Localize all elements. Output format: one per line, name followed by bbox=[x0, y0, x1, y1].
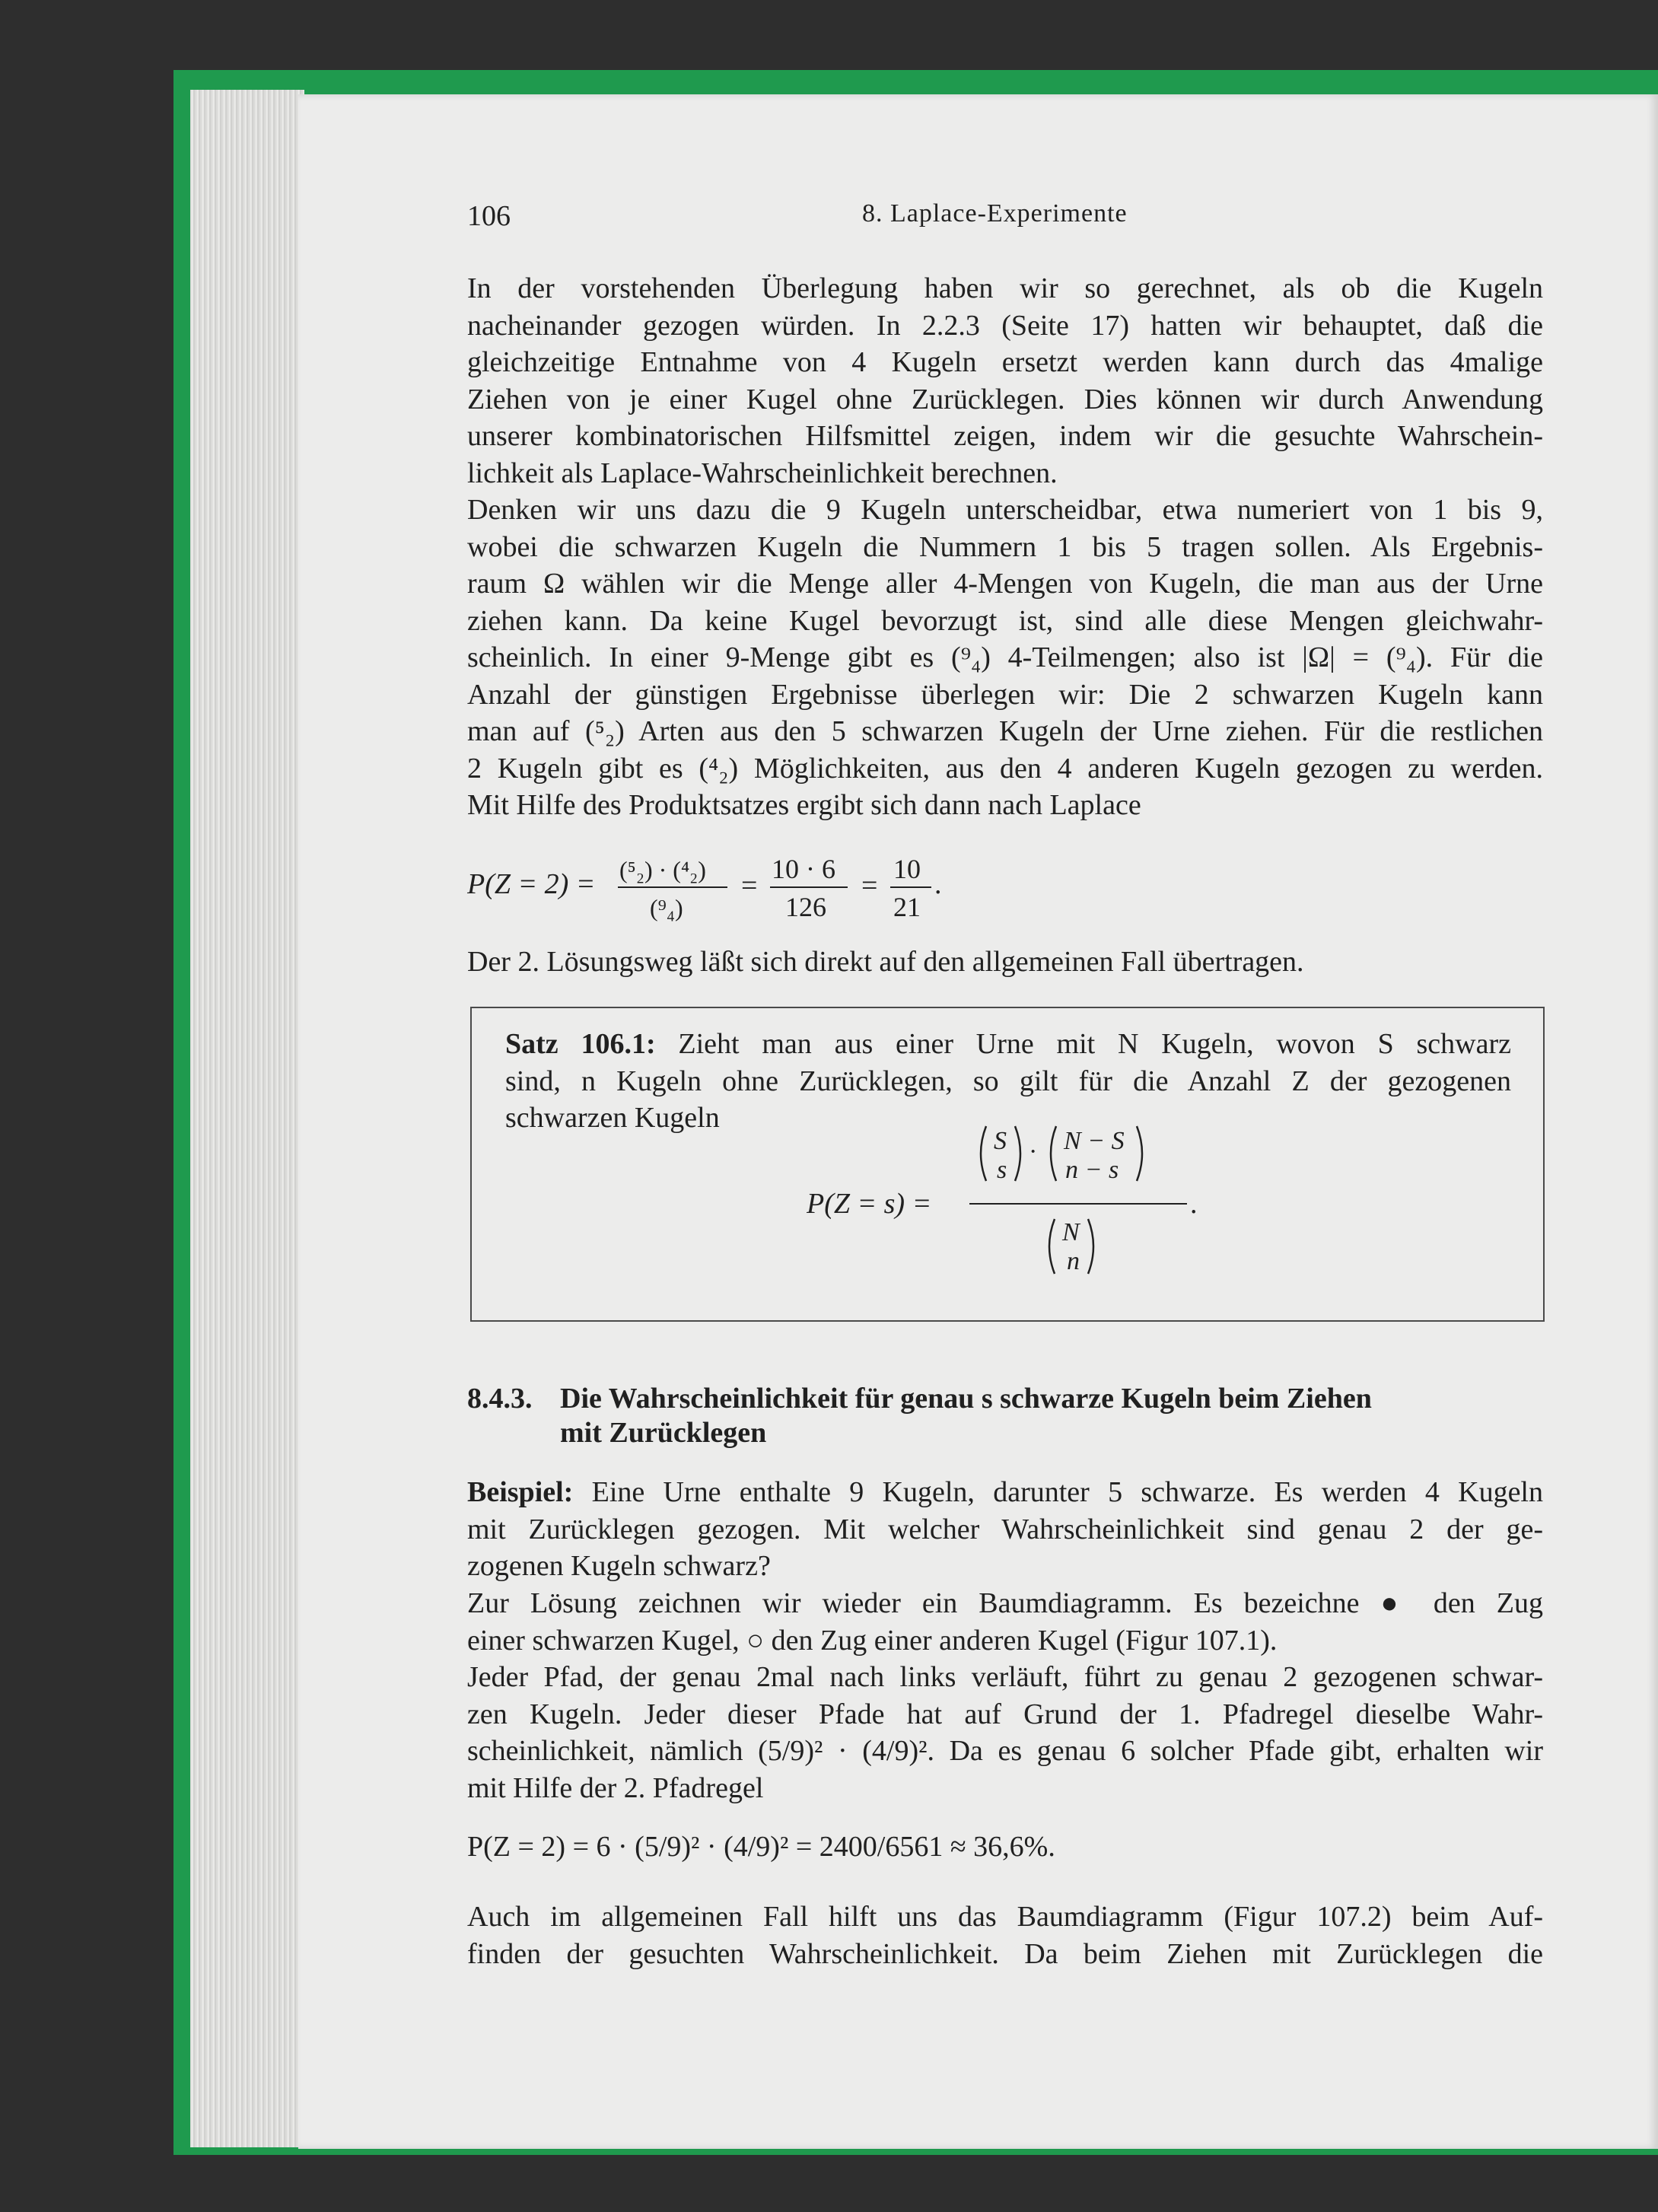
text-line: In der vorstehenden Überlegung haben wir so gerechnet, als ob die Kugeln bbox=[467, 272, 1543, 304]
paren-right bbox=[1015, 1126, 1020, 1181]
formula-denominator: (⁹₄) bbox=[650, 894, 683, 921]
theorem-formula bbox=[807, 1119, 1202, 1309]
text-line: mit Hilfe der 2. Pfadregel bbox=[467, 1771, 764, 1804]
paren-left bbox=[1051, 1126, 1056, 1181]
text-line: Jeder Pfad, der genau 2mal nach links verläuft, führt zu genau 2 gezogenen schwar- bbox=[467, 1661, 1543, 1693]
example bbox=[467, 1474, 1543, 1585]
paren-left bbox=[1049, 1219, 1055, 1274]
binomial-top: N bbox=[1062, 1218, 1080, 1246]
text-line: einer schwarzen Kugel, ○ den Zug einer anderen Kugel (Figur 107.1). bbox=[467, 1624, 1278, 1657]
page-number: 106 bbox=[467, 200, 511, 232]
paragraph-6 bbox=[467, 1899, 1543, 1972]
equals-sign: = bbox=[861, 870, 878, 902]
formula-denominator-2: 126 bbox=[785, 892, 826, 922]
text-line: nacheinander gezogen würden. In 2.2.3 (Seite 17) hatten wir behauptet, daß die bbox=[467, 309, 1543, 342]
formula-numerator: (⁵₂) · (⁴₂) bbox=[619, 856, 706, 883]
formula-numerator-2: 10 · 6 bbox=[772, 854, 835, 884]
section-heading bbox=[467, 1382, 1543, 1450]
paragraph-5 bbox=[467, 1659, 1543, 1806]
text-line: unserer kombinatorischen Hilfsmittel zeigen, indem wir die gesuchte Wahrschein- bbox=[467, 420, 1543, 452]
text-line: Eine Urne enthalte 9 Kugeln, darunter 5 schwarze. Es werden 4 Kugeln bbox=[573, 1476, 1543, 1508]
page-edges bbox=[190, 90, 304, 2147]
text-line: zogenen Kugeln schwarz? bbox=[467, 1550, 771, 1582]
formula-binomial-example: P(Z = 2) = 6 · (5/9)² · (4/9)² = 2400/6561 ≈ 36,6%. bbox=[467, 1831, 1055, 1863]
text-line: Mit Hilfe des Produktsatzes ergibt sich dann nach Laplace bbox=[467, 789, 1141, 821]
paragraph-2 bbox=[467, 492, 1543, 824]
text-line: schwarzen Kugeln bbox=[505, 1102, 720, 1134]
text-line: Anzahl der günstigen Ergebnisse überlegen wir: Die 2 schwarzen Kugeln kann bbox=[467, 678, 1543, 711]
text-line: mit Zurücklegen gezogen. Mit welcher Wahrscheinlichkeit sind genau 2 der ge- bbox=[467, 1513, 1543, 1545]
chapter-title: 8. Laplace-Experimente bbox=[862, 199, 1128, 228]
text-line: Auch im allgemeinen Fall hilft uns das Baumdiagramm (Figur 107.2) beim Auf- bbox=[467, 1901, 1543, 1933]
text-line: wobei die schwarzen Kugeln die Nummern 1 bis 5 tragen sollen. Als Ergebnis- bbox=[467, 530, 1543, 563]
text-line: sind, n Kugeln ohne Zurücklegen, so gilt für die Anzahl Z der gezogenen bbox=[505, 1065, 1511, 1097]
formula-laplace bbox=[467, 843, 1000, 927]
text-line: gleichzeitige Entnahme von 4 Kugeln ersetzt werden kann durch das 4malige bbox=[467, 346, 1543, 378]
paragraph-3 bbox=[467, 944, 1543, 981]
section-title-line2: mit Zurücklegen bbox=[560, 1417, 767, 1449]
text-line: scheinlich. In einer 9-Menge gibt es (⁹₄) 4-Teilmengen; also ist |Ω| = (⁹₄). Für die bbox=[467, 641, 1543, 673]
text-line: Zur Lösung zeichnen wir wieder ein Baumdiagramm. Es bezeichne ● den Zug bbox=[467, 1587, 1543, 1619]
text-line: zen Kugeln. Jeder dieser Pfade hat auf Grund der 1. Pfadregel dieselbe Wahr- bbox=[467, 1698, 1543, 1730]
paren-left bbox=[981, 1126, 986, 1181]
formula-denominator-3: 21 bbox=[893, 892, 921, 922]
text-line: ziehen kann. Da keine Kugel bevorzugt ist, sind alle diese Mengen gleichwahr- bbox=[467, 604, 1543, 637]
text-line: lichkeit als Laplace-Wahrscheinlichkeit berechnen. bbox=[467, 457, 1058, 489]
period: . bbox=[1190, 1188, 1198, 1220]
times-dot: · bbox=[1029, 1138, 1038, 1166]
equals-sign: = bbox=[741, 870, 758, 902]
formula-numerator-3: 10 bbox=[893, 854, 921, 884]
binomial-top: N − S bbox=[1064, 1127, 1125, 1155]
text-line: Der 2. Lösungsweg läßt sich direkt auf den allgemeinen Fall übertragen. bbox=[467, 946, 1304, 978]
text-line: Zieht man aus einer Urne mit N Kugeln, wovon S schwarz bbox=[655, 1028, 1511, 1060]
period: . bbox=[934, 868, 942, 900]
binomial-bottom: n − s bbox=[1065, 1156, 1119, 1184]
running-head bbox=[467, 199, 1543, 236]
paren-right bbox=[1088, 1219, 1093, 1274]
section-number: 8.4.3. bbox=[467, 1383, 533, 1415]
paragraph-1 bbox=[467, 270, 1543, 492]
text-line: Denken wir uns dazu die 9 Kugeln unterscheidbar, etwa numeriert von 1 bis 9, bbox=[467, 494, 1543, 526]
formula-lhs: P(Z = s) = bbox=[807, 1188, 932, 1220]
text-line: Ziehen von je einer Kugel ohne Zurücklegen. Dies können wir durch Anwendung bbox=[467, 383, 1543, 415]
binomial-top: S bbox=[994, 1127, 1007, 1155]
theorem-label: Satz 106.1: bbox=[505, 1028, 656, 1060]
text-line: man auf (⁵₂) Arten aus den 5 schwarzen Kugeln der Urne ziehen. Für die restlichen bbox=[467, 715, 1543, 747]
paragraph-4 bbox=[467, 1585, 1543, 1659]
formula-lhs: P(Z = 2) = bbox=[467, 868, 596, 900]
text-line: finden der gesuchten Wahrscheinlichkeit. Da beim Ziehen mit Zurücklegen die bbox=[467, 1937, 1543, 1970]
section-title-line1: Die Wahrscheinlichkeit für genau s schwarze Kugeln beim Ziehen bbox=[560, 1383, 1372, 1415]
text-line: 2 Kugeln gibt es (⁴₂) Möglichkeiten, aus den 4 anderen Kugeln gezogen zu werden. bbox=[467, 752, 1543, 785]
binomial-bottom: n bbox=[1067, 1247, 1080, 1275]
text-line: raum Ω wählen wir die Menge aller 4-Mengen von Kugeln, die man aus der Urne bbox=[467, 568, 1543, 600]
text-line: scheinlichkeit, nämlich (5/9)² · (4/9)². Da es genau 6 solcher Pfade gibt, erhalten wir bbox=[467, 1735, 1543, 1767]
example-label: Beispiel: bbox=[467, 1476, 574, 1508]
paren-right bbox=[1137, 1126, 1142, 1181]
binomial-bottom: s bbox=[997, 1156, 1007, 1184]
